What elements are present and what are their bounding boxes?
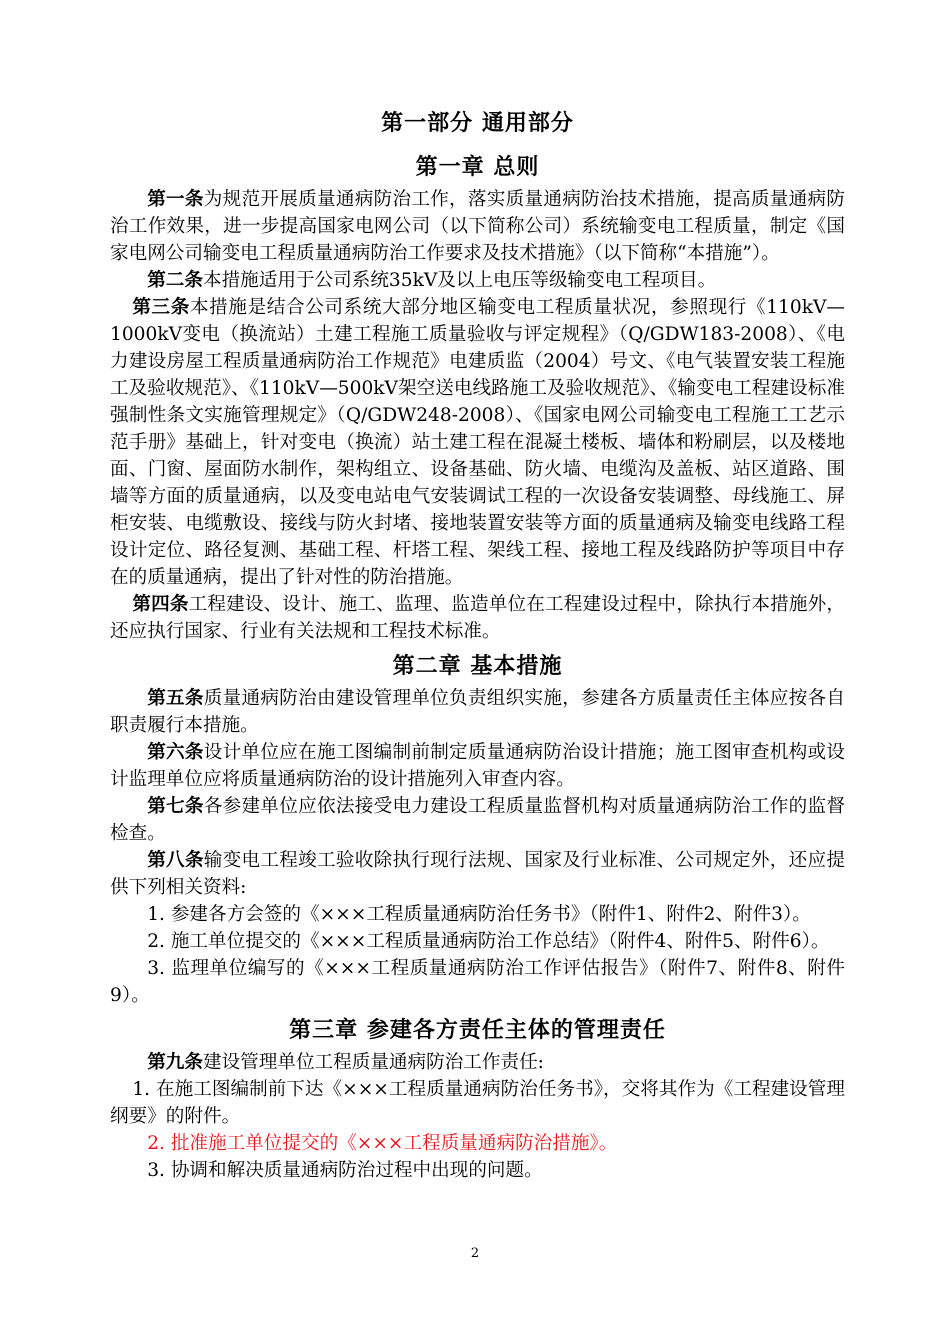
article-text: 各参建单位应依法接受电力建设工程质量监督机构对质量通病防治工作的监督检查。 <box>110 796 845 844</box>
article-5 <box>110 685 845 739</box>
chapter-1-title: 第一章 总则 <box>415 154 540 180</box>
article-text: 工程建设、设计、施工、监理、监造单位在工程建设过程中，除执行本措施外，还应执行国家、行业有关法规和工程技术标准。 <box>110 594 845 642</box>
part-title: 第一部分 通用部分 <box>381 110 574 136</box>
list-item-highlighted: 2. 批准施工单位提交的《×××工程质量通病防治措施》。 <box>147 1133 618 1154</box>
list-item: 1. 在施工图编制前下达《×××工程质量通病防治任务书》，交将其作为《工程建设管理纲要》的附件。 <box>110 1079 845 1127</box>
article-text: 为规范开展质量通病防治工作，落实质量通病防治技术措施，提高质量通病防治工作效果，进一步提高国家电网公司（以下简称公司）系统输变电工程质量，制定《国家电网公司输变电工程质量通病防治工作要求及技术措施》（以下简称“本措施”）。 <box>110 189 845 264</box>
list-item: 3. 监理单位编写的《×××工程质量通病防治工作评估报告》（附件7、附件8、附件9）。 <box>110 958 845 1006</box>
article-8 <box>110 847 845 901</box>
article-label: 第九条 <box>147 1052 203 1073</box>
article-text: 质量通病防治由建设管理单位负责组织实施，参建各方质量责任主体应按各自职责履行本措施。 <box>110 688 845 736</box>
chapter-3-title: 第三章 参建各方责任主体的管理责任 <box>289 1017 666 1043</box>
article-label: 第四条 <box>132 594 189 615</box>
page-number: 2 <box>470 1246 480 1261</box>
article-text: 本措施是结合公司系统大部分地区输变电工程质量状况，参照现行《110kV—1000kV变电（换流站）土建工程施工质量验收与评定规程》（Q/GDW183-2008）、《电力建设房屋工程质量通病防治工作规范》电建质监（2004）号文、《电气装置安装工程施工及验收规范》、《110kV—500kV架空送电线路施工及验收规范》、《输变电工程建设标准强制性条文实施管理规定》（Q/GDW248-2008）、《国家电网公司输变电工程施工工艺示范手册》基础上，针对变电（换流）站土建工程在混凝土楼板、墙体和粉刷层，以及楼地面、门窗、屋面防水制作，架构组立、设备基础、防火墙、电缆沟及盖板、站区道路、围墙等方面的质量通病，以及变电站电气安装调试工程的一次设备安装调整、母线施工、屏柜安装、电缆敷设、接线与防火封堵、接地装置安装等方面的质量通病及输变电线路工程设计定位、路径复测、基础工程、杆塔工程、架线工程、接地工程及线路防护等项目中存在的质量通病，提出了针对性的防治措施。 <box>110 297 845 588</box>
article-label: 第七条 <box>147 796 204 817</box>
article-text: 输变电工程竣工验收除执行现行法规、国家及行业标准、公司规定外，还应提供下列相关资料: <box>110 850 845 898</box>
article-6 <box>110 739 845 793</box>
article-label: 第一条 <box>147 189 204 210</box>
article-9 <box>110 1049 845 1076</box>
article-label: 第二条 <box>147 270 203 291</box>
article-7 <box>110 793 845 847</box>
list-item: 2. 施工单位提交的《×××工程质量通病防治工作总结》（附件4、附件5、附件6）。 <box>147 931 830 952</box>
article-text: 建设管理单位工程质量通病防治工作责任: <box>202 1052 544 1073</box>
article-label: 第三条 <box>132 297 190 318</box>
article-2 <box>110 267 845 294</box>
article-4 <box>110 591 845 645</box>
article-label: 第八条 <box>147 850 204 871</box>
article-1 <box>110 186 845 267</box>
article-text: 设计单位应在施工图编制前制定质量通病防治设计措施；施工图审查机构或设计监理单位应将质量通病防治的设计措施列入审查内容。 <box>110 742 845 790</box>
article-text: 本措施适用于公司系统35kV及以上电压等级输变电工程项目。 <box>202 270 717 291</box>
article-label: 第六条 <box>147 742 204 763</box>
chapter-2-title: 第二章 基本措施 <box>392 653 563 679</box>
list-item: 3. 协调和解决质量通病防治过程中出现的问题。 <box>147 1160 543 1181</box>
document-page <box>110 108 845 1184</box>
list-item: 1. 参建各方会签的《×××工程质量通病防治任务书》（附件1、附件2、附件3）。 <box>147 904 811 925</box>
article-label: 第五条 <box>147 688 204 709</box>
article-3 <box>110 294 845 591</box>
